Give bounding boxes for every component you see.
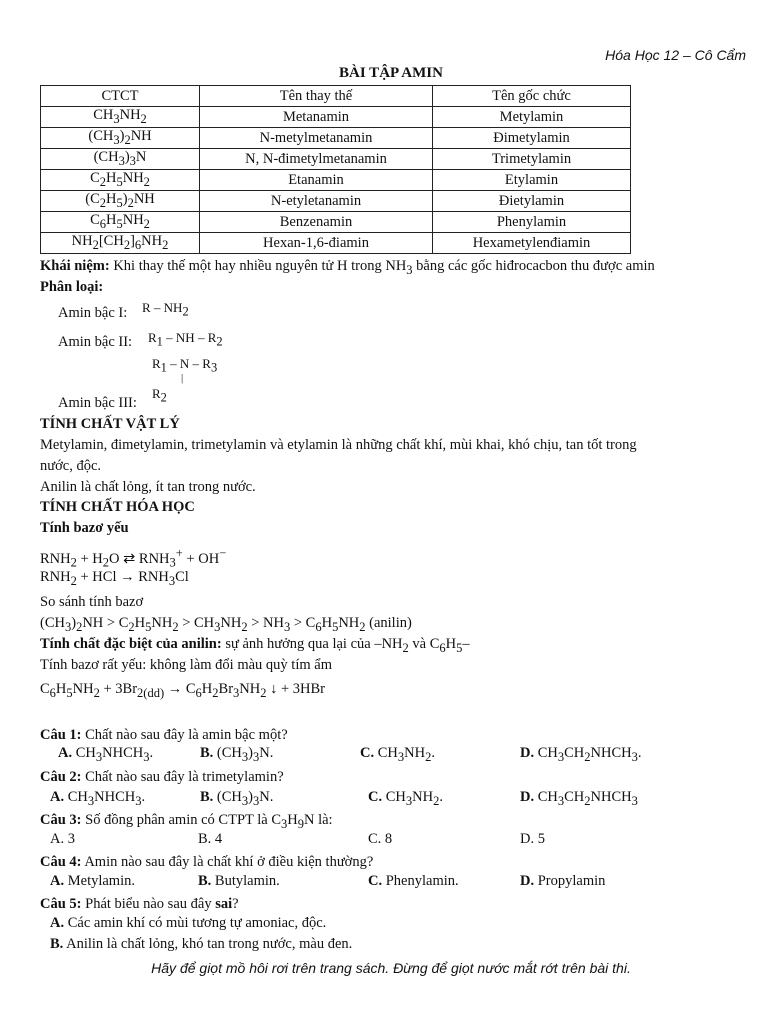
formula-cell: $(CH_3)_2NH$ (41, 128, 200, 149)
answer-c[interactable]: C. $CH_3NH_2$. (360, 745, 435, 764)
formula-cell: $C_6H_5NH_2$ (41, 212, 200, 233)
chemical-heading: TÍNH CHẤT HÓA HỌC (40, 499, 195, 515)
concept-paragraph: Khái niệm: Khi thay thế một hay nhiều nguyên tử H trong $NH_3$ bằng các gốc hiđrocacbon thu được amin (40, 258, 655, 277)
table-row (41, 107, 631, 128)
question-text: Phát biểu nào sau đây (81, 896, 216, 912)
formula-cell: $(CH_3)_3N$ (41, 149, 200, 170)
table-cell: Benzenamin (200, 212, 433, 233)
question-2 (40, 767, 284, 788)
answer-d-text: Propylamin (537, 873, 606, 889)
page-title: BÀI TẬP AMIN (339, 65, 443, 81)
answer-b-text: Butylamin. (214, 873, 280, 889)
answer-a[interactable]: A. Các amin khí có mùi tương tự amoniac, độc. (50, 915, 327, 931)
question-3: Câu 3: Số đồng phân amin có CTPT là $C_3H_9N$ là: (40, 812, 333, 831)
amine-secondary-label: Amin bậc II: (58, 334, 133, 350)
question-label: Câu 4: (40, 854, 82, 870)
formula-cell: $(C_2H_5)_2NH$ (41, 191, 200, 212)
table-header: Tên gốc chức (433, 86, 631, 107)
footer-quote: Hãy để giọt mồ hôi rơi trên trang sách. Đừng để giọt nước mắt rớt trên bài thi. (151, 960, 631, 976)
weak-base-line: Tính bazơ rất yếu: không làm đổi màu quỳ tím ẩm (40, 657, 332, 673)
question-emphasis: sai (215, 896, 233, 912)
formula-cell: $C_2H_5NH_2$ (41, 170, 200, 191)
formula-cell: $CH_3NH_2$ (41, 107, 200, 128)
tertiary-formula-bottom: $R_2$ (152, 386, 167, 405)
physical-line-2: nước, độc. (40, 458, 102, 474)
concept-label: Khái niệm: (40, 258, 110, 274)
formula-cell: $NH_2[CH_2]_6NH_2$ (41, 233, 200, 254)
table-header: CTCT (41, 86, 200, 107)
table-cell: Etanamin (200, 170, 433, 191)
table-cell: Hexametylenđiamin (433, 233, 631, 254)
answer-b[interactable]: B. 4 (198, 831, 223, 847)
answer-a[interactable]: A. $CH_3NHCH_3$. (58, 745, 154, 764)
table-header-row (41, 86, 631, 107)
answer-a[interactable]: A. Metylamin. (50, 873, 135, 889)
table-cell: Metylamin (433, 107, 631, 128)
table-cell: Trimetylamin (433, 149, 631, 170)
question-2-answers (0, 789, 768, 809)
question-label: Câu 2: (40, 769, 82, 785)
question-4 (40, 852, 373, 873)
question-text: Chất nào sau đây là amin bậc một? (81, 727, 288, 743)
table-cell: N-etyletanamin (200, 191, 433, 212)
answer-d[interactable]: D. 5 (520, 831, 545, 847)
question-end: ? (232, 896, 239, 912)
table-row (41, 128, 631, 149)
answer-c[interactable]: C. 8 (368, 831, 393, 847)
table-cell: Metanamin (200, 107, 433, 128)
concept-text-end: bằng các gốc hiđrocacbon thu được amin (412, 258, 655, 274)
question-5 (40, 894, 239, 915)
amine-primary-label: Amin bậc I: (58, 305, 128, 321)
table-cell: Đimetylamin (433, 128, 631, 149)
weak-base-heading: Tính bazơ yếu (40, 520, 129, 536)
compare-formula: $(CH_3)_2NH > C_2H_5NH_2 > CH_3NH_2 > NH_3 > C_6H_5NH_2$ (anilin) (40, 615, 412, 634)
aniline-paragraph: Tính chất đặc biệt của anilin: sự ảnh hưởng qua lại của $-NH_2$ và $C_6H_5-$ (40, 636, 470, 655)
question-label: Câu 3: (40, 812, 82, 828)
classification-heading: Phân loại: (40, 279, 104, 295)
answer-a[interactable]: A. 3 (50, 831, 75, 847)
table-cell: Etylamin (433, 170, 631, 191)
answer-b[interactable]: B. Butylamin. (198, 873, 280, 889)
table-row (41, 149, 631, 170)
amine-tertiary-label: Amin bậc III: (58, 395, 137, 411)
question-3-answers (0, 831, 768, 851)
concept-text: Khi thay thế một hay nhiều nguyên tử H trong NH (109, 258, 407, 274)
table-row (41, 212, 631, 233)
table-cell: Phenylamin (433, 212, 631, 233)
table-cell: Đietylamin (433, 191, 631, 212)
tertiary-formula-top: $R_1$ – N – $R_3$ (152, 356, 218, 375)
question-1-answers (0, 745, 768, 765)
answer-b-text: Anilin là chất lỏng, khó tan trong nước, màu đen. (66, 936, 353, 952)
tertiary-bond: | (181, 372, 184, 384)
amine-table (40, 85, 631, 254)
question-text: Số đồng phân amin có CTPT là C (81, 812, 282, 828)
primary-formula: R – $NH_2$ (142, 300, 189, 319)
table-cell: N-metylmetanamin (200, 128, 433, 149)
table-row (41, 191, 631, 212)
aniline-and: và C (408, 636, 440, 652)
question-label: Câu 1: (40, 727, 82, 743)
question-text: Amin nào sau đây là chất khí ở điều kiện thường? (81, 854, 374, 870)
table-row (41, 170, 631, 191)
physical-line-1: Metylamin, đimetylamin, trimetylamin và etylamin là những chất khí, mùi khai, khó chịu, tan tốt trong (40, 437, 637, 453)
answer-c[interactable]: C. $CH_3NH_2$. (368, 789, 443, 808)
question-1 (40, 725, 288, 746)
table-cell: N, N-đimetylmetanamin (200, 149, 433, 170)
physical-line-3: Anilin là chất lỏng, ít tan trong nước. (40, 479, 256, 495)
secondary-formula: $R_1$ – NH – $R_2$ (148, 330, 223, 349)
equation-water: $RNH_2 + H_2O$ ⇄ $RNH_3^+ + OH^-$ (40, 546, 227, 570)
table-header: Tên thay thế (200, 86, 433, 107)
answer-c[interactable]: C. Phenylamin. (368, 873, 459, 889)
answer-a-text: Metylamin. (67, 873, 135, 889)
table-cell: Hexan-1,6-điamin (200, 233, 433, 254)
answer-b[interactable]: B. $(CH_3)_3N$. (200, 745, 274, 764)
table-row (41, 233, 631, 254)
question-text: Chất nào sau đây là trimetylamin? (81, 769, 284, 785)
aniline-text: sự ảnh hưởng qua lại của –NH (221, 636, 403, 652)
answer-d[interactable]: D. Propylamin (520, 873, 606, 889)
question-label: Câu 5: (40, 896, 82, 912)
compare-suffix: (anilin) (365, 615, 412, 631)
answer-c-text: Phenylamin. (385, 873, 459, 889)
question-4-answers (0, 873, 768, 893)
aniline-label: Tính chất đặc biệt của anilin: (40, 636, 222, 652)
answer-a-text: Các amin khí có mùi tương tự amoniac, độc. (67, 915, 327, 931)
answer-b[interactable]: B. $(CH_3)_3N$. (200, 789, 274, 808)
physical-heading: TÍNH CHẤT VẬT LÝ (40, 416, 180, 432)
answer-d[interactable]: D. $CH_3CH_2NHCH_3$. (520, 745, 642, 764)
equation-bromine: $C_6H_5NH_2 + 3Br_{2(dd)} \to C_6H_2Br_3NH_2$ ↓ + 3HBr (40, 681, 326, 700)
answer-d[interactable]: D. $CH_3CH_2NHCH_3$ (520, 789, 638, 808)
course-header: Hóa Học 12 – Cô Cẩm (605, 47, 746, 63)
answer-a[interactable]: A. $CH_3NHCH_3$. (50, 789, 146, 808)
equation-hcl: $RNH_2$ + HCl → $RNH_3Cl$ (40, 569, 189, 588)
answer-b[interactable]: B. Anilin là chất lỏng, khó tan trong nước, màu đen. (50, 936, 353, 952)
compare-heading: So sánh tính bazơ (40, 594, 144, 610)
